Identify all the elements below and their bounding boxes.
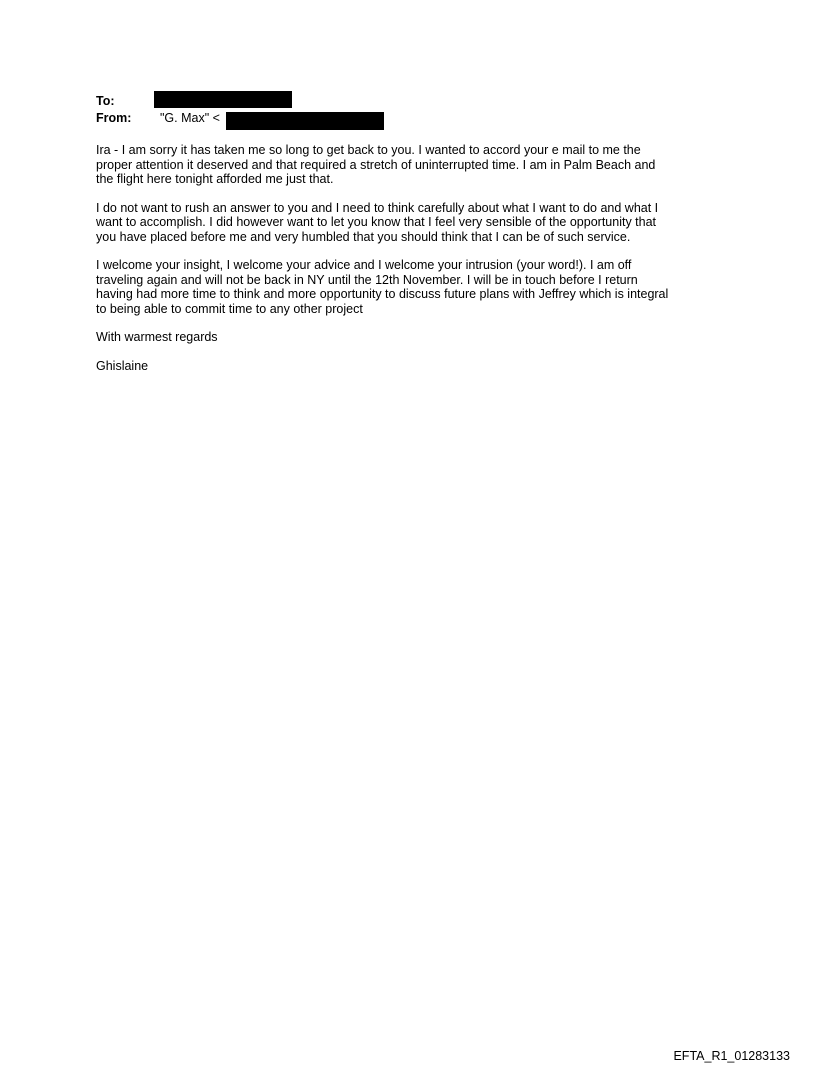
email-header bbox=[96, 93, 736, 127]
signature: Ghislaine bbox=[96, 358, 149, 373]
redaction-box-to bbox=[154, 91, 292, 108]
body-paragraph-2: I do not want to rush an answer to you and I need to think carefully about what I want to do and what I want to accomplish. I did however want to let you know that I feel very sensible of the opportunity that you have placed before me and very humbled that you should think that I can be of such service. bbox=[96, 200, 659, 244]
document-id: EFTA_R1_01283133 bbox=[673, 1049, 790, 1063]
email-body bbox=[96, 143, 736, 387]
body-paragraph-1: Ira - I am sorry it has taken me so long to get back to you. I wanted to accord your e mail to me the proper attention it deserved and that required a stretch of uninterrupted time. I am in Palm Beach and the flight here tonight afforded me just that. bbox=[96, 143, 656, 186]
to-label: To: bbox=[96, 94, 115, 108]
from-value: "G. Max" < bbox=[160, 111, 220, 125]
from-row bbox=[96, 110, 736, 127]
from-label: From: bbox=[96, 111, 132, 125]
redaction-box-from bbox=[226, 112, 384, 130]
body-paragraph-3: I welcome your insight, I welcome your advice and I welcome your intrusion (your word!). I am off traveling again and will not be back in NY until the 12th November. I will be in touch before I return having had more time to think and more opportunity to discuss future plans with Jeffrey which is integral to being able to commit time to any other project bbox=[96, 258, 669, 316]
to-row bbox=[96, 93, 736, 110]
closing-line: With warmest regards bbox=[96, 330, 218, 344]
